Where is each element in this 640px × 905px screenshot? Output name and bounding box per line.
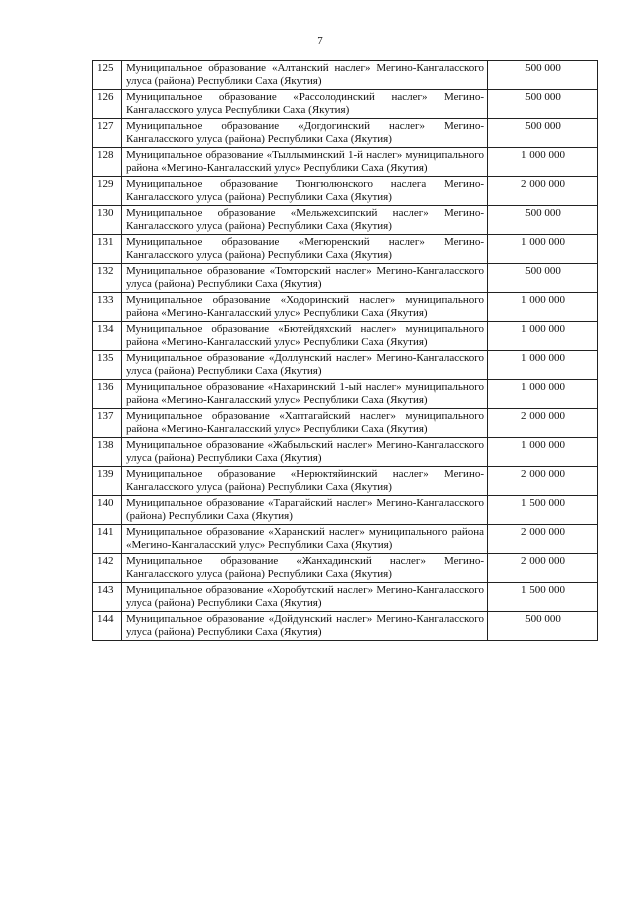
row-number: 131 — [93, 235, 122, 264]
allocation-amount: 2 000 000 — [488, 177, 598, 206]
municipality-name: Муниципальное образование «Ходоринский наслег» муниципального района «Мегино-Кангаласский улус» Республики Саха (Якутия) — [122, 293, 488, 322]
table-row — [93, 583, 598, 612]
municipality-name: Муниципальное образование «Хоробутский наслег» Мегино-Кангаласского улуса (района) Республики Саха (Якутия) — [122, 583, 488, 612]
row-number: 134 — [93, 322, 122, 351]
row-number: 136 — [93, 380, 122, 409]
allocation-amount: 500 000 — [488, 61, 598, 90]
municipality-name: Муниципальное образование «Жабыльский наслег» Мегино-Кангаласского улуса (района) Республики Саха (Якутия) — [122, 438, 488, 467]
table-row — [93, 496, 598, 525]
allocation-amount: 2 000 000 — [488, 409, 598, 438]
row-number: 126 — [93, 90, 122, 119]
municipality-name: Муниципальное образование Тюнгюлюнского наслега Мегино-Кангаласского улуса (района) Республики Саха (Якутия) — [122, 177, 488, 206]
municipality-name: Муниципальное образование «Мегюренский наслег» Мегино-Кангаласского улуса (района) Республики Саха (Якутия) — [122, 235, 488, 264]
table-row — [93, 90, 598, 119]
municipality-name: Муниципальное образование «Тыллыминский 1-й наслег» муниципального района «Мегино-Кангаласский улус» Республики Саха (Якутия) — [122, 148, 488, 177]
row-number: 143 — [93, 583, 122, 612]
allocation-amount: 1 000 000 — [488, 235, 598, 264]
row-number: 132 — [93, 264, 122, 293]
allocation-amount: 500 000 — [488, 264, 598, 293]
municipality-name: Муниципальное образование «Жанхадинский наслег» Мегино-Кангаласского улуса (района) Республики Саха (Якутия) — [122, 554, 488, 583]
municipality-name: Муниципальное образование «Дойдунский наслег» Мегино-Кангаласского улуса (района) Республики Саха (Якутия) — [122, 612, 488, 641]
row-number: 140 — [93, 496, 122, 525]
municipality-name: Муниципальное образование «Мельжехсипский наслег» Мегино-Кангаласского улуса (района) Республики Саха (Якутия) — [122, 206, 488, 235]
table-row — [93, 61, 598, 90]
allocation-amount: 1 000 000 — [488, 322, 598, 351]
table-row — [93, 409, 598, 438]
municipality-name: Муниципальное образование «Догдогинский наслег» Мегино-Кангаласского улуса (района) Республики Саха (Якутия) — [122, 119, 488, 148]
row-number: 125 — [93, 61, 122, 90]
page-number: 7 — [317, 35, 323, 47]
municipality-name: Муниципальное образование «Алтанский наслег» Мегино-Кангаласского улуса (района) Республики Саха (Якутия) — [122, 61, 488, 90]
table-row — [93, 467, 598, 496]
allocation-amount: 500 000 — [488, 119, 598, 148]
table-row — [93, 119, 598, 148]
municipality-name: Муниципальное образование «Нахаринский 1-ый наслег» муниципального района «Мегино-Кангаласский улус» Республики Саха (Якутия) — [122, 380, 488, 409]
municipality-name: Муниципальное образование «Бютейдяхский наслег» муниципального района «Мегино-Кангаласский улус» Республики Саха (Якутия) — [122, 322, 488, 351]
municipality-name: Муниципальное образование «Томторский наслег» Мегино-Кангаласского улуса (района) Республики Саха (Якутия) — [122, 264, 488, 293]
row-number: 128 — [93, 148, 122, 177]
allocation-amount: 500 000 — [488, 206, 598, 235]
row-number: 135 — [93, 351, 122, 380]
allocation-amount: 1 000 000 — [488, 351, 598, 380]
row-number: 137 — [93, 409, 122, 438]
allocation-amount: 2 000 000 — [488, 525, 598, 554]
row-number: 142 — [93, 554, 122, 583]
allocation-table — [92, 60, 598, 641]
municipality-name: Муниципальное образование «Доллунский наслег» Мегино-Кангаласского улуса (района) Республики Саха (Якутия) — [122, 351, 488, 380]
row-number: 127 — [93, 119, 122, 148]
allocation-amount: 1 000 000 — [488, 293, 598, 322]
row-number: 139 — [93, 467, 122, 496]
row-number: 130 — [93, 206, 122, 235]
row-number: 144 — [93, 612, 122, 641]
allocation-amount: 1 000 000 — [488, 148, 598, 177]
table-row — [93, 148, 598, 177]
row-number: 129 — [93, 177, 122, 206]
allocation-amount: 1 500 000 — [488, 496, 598, 525]
table-row — [93, 438, 598, 467]
allocation-amount: 2 000 000 — [488, 467, 598, 496]
allocation-amount: 500 000 — [488, 90, 598, 119]
row-number: 133 — [93, 293, 122, 322]
table-row — [93, 525, 598, 554]
row-number: 138 — [93, 438, 122, 467]
allocation-amount: 500 000 — [488, 612, 598, 641]
municipality-name: Муниципальное образование «Харанский наслег» муниципального района «Мегино-Кангаласский улус» Республики Саха (Якутия) — [122, 525, 488, 554]
allocation-amount: 1 000 000 — [488, 380, 598, 409]
table-row — [93, 380, 598, 409]
row-number: 141 — [93, 525, 122, 554]
allocation-amount: 2 000 000 — [488, 554, 598, 583]
municipality-name: Муниципальное образование «Тарагайский наслег» Мегино-Кангаласского (района) Республики Саха (Якутия) — [122, 496, 488, 525]
allocation-amount: 1 000 000 — [488, 438, 598, 467]
table-row — [93, 554, 598, 583]
table-row — [93, 177, 598, 206]
table-body — [93, 61, 598, 641]
table-row — [93, 612, 598, 641]
table-row — [93, 322, 598, 351]
table-row — [93, 206, 598, 235]
municipality-name: Муниципальное образование «Рассолодинский наслег» Мегино-Кангаласского улуса Республики Саха (Якутия) — [122, 90, 488, 119]
municipality-name: Муниципальное образование «Хаптагайский наслег» муниципального района «Мегино-Кангаласский улус» Республики Саха (Якутия) — [122, 409, 488, 438]
allocation-amount: 1 500 000 — [488, 583, 598, 612]
table-row — [93, 264, 598, 293]
table-row — [93, 235, 598, 264]
table-row — [93, 351, 598, 380]
municipality-name: Муниципальное образование «Нерюктяйинский наслег» Мегино-Кангаласского улуса (района) Республики Саха (Якутия) — [122, 467, 488, 496]
table-row — [93, 293, 598, 322]
